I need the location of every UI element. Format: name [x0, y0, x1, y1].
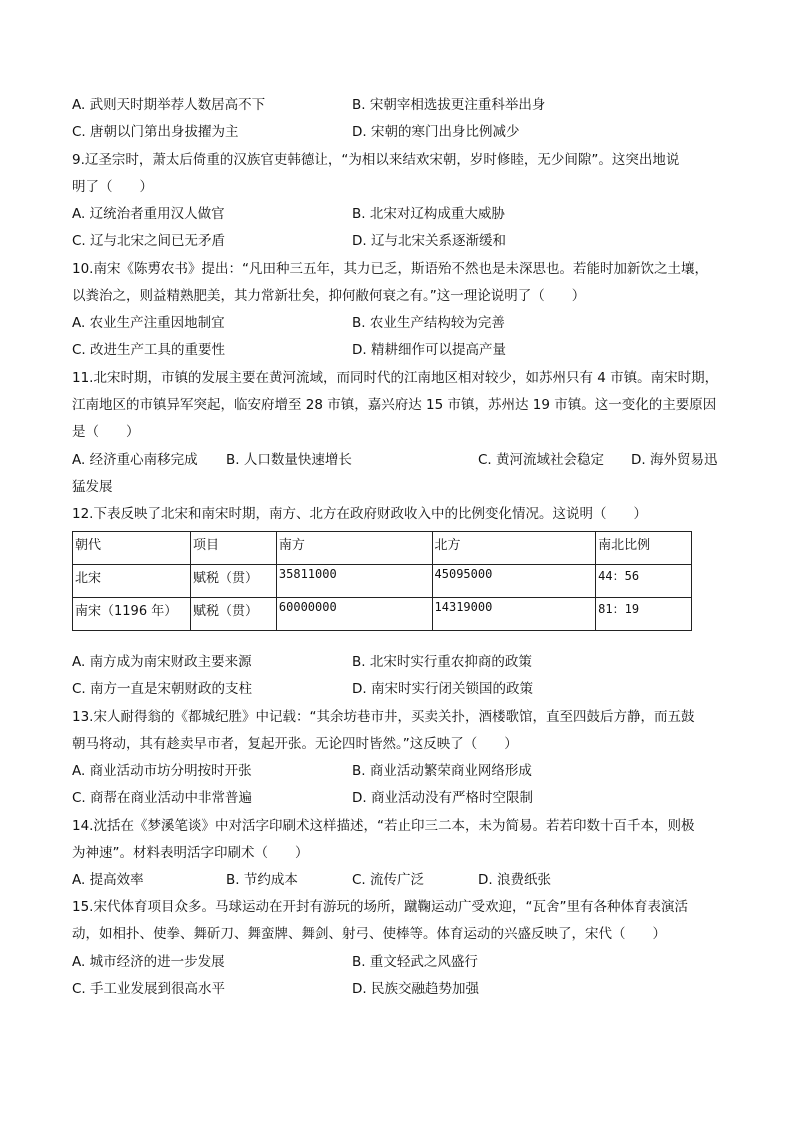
- q11-option-b: B. 人口数量快速增长: [226, 452, 352, 468]
- q11-stem-line-2: 江南地区的市镇异军突起，临安府增至 28 市镇，嘉兴府达 15 市镇，苏州达 19 市镇。这一变化的主要原因: [72, 397, 717, 413]
- q11-option-d: D. 海外贸易迅: [631, 452, 718, 468]
- q14-option-b: B. 节约成本: [226, 872, 298, 888]
- table-header-cell: 南北比例: [596, 532, 692, 565]
- q15-option-a: A. 城市经济的进一步发展: [72, 954, 225, 970]
- q9-stem-line-2: 明了（ ）: [72, 179, 153, 195]
- q14-option-a: A. 提高效率: [72, 872, 144, 888]
- q8-option-a: A. 武则天时期举荐人数居高不下: [72, 97, 266, 113]
- q10-option-d: D. 精耕细作可以提高产量: [352, 342, 506, 358]
- q14-stem-line-2: 为神速”。材料表明活字印刷术（ ）: [72, 845, 309, 861]
- q12-option-c: C. 南方一直是宋朝财政的支柱: [72, 681, 253, 697]
- table-cell: 45095000: [432, 565, 596, 598]
- q10-option-a: A. 农业生产注重因地制宜: [72, 315, 225, 331]
- q13-option-c: C. 商帮在商业活动中非常普遍: [72, 790, 253, 806]
- q11-option-d-continued: 猛发展: [72, 479, 113, 495]
- table-header-row: [73, 532, 692, 565]
- table-cell: 60000000: [276, 598, 432, 631]
- table-cell: 35811000: [276, 565, 432, 598]
- q12-option-b: B. 北宋时实行重农抑商的政策: [352, 654, 532, 670]
- q9-stem-line-1: 9.辽圣宗时，萧太后倚重的汉族官吏韩德让，“为相以来结欢宋朝，岁时修睦，无少间隙”。这突出地说: [72, 152, 680, 168]
- q10-stem-line-2: 以粪治之，则益精熟肥美，其力常新壮矣，抑何敝何衰之有。”这一理论说明了（ ）: [72, 288, 586, 304]
- q13-option-b: B. 商业活动繁荣商业网络形成: [352, 763, 532, 779]
- q10-option-c: C. 改进生产工具的重要性: [72, 342, 226, 358]
- table-cell: 南宋（1196 年）: [73, 598, 191, 631]
- table-cell: 14319000: [432, 598, 596, 631]
- q10-stem-line-1: 10.南宋《陈旉农书》提出：“凡田种三五年，其力已乏，斯语殆不然也是未深思也。若能时加新饮之土壤，: [72, 261, 708, 277]
- q15-option-b: B. 重文轻武之风盛行: [352, 954, 478, 970]
- table-row: [73, 598, 692, 631]
- q9-option-b: B. 北宋对辽构成重大威胁: [352, 206, 505, 222]
- q8-option-b: B. 宋朝宰相选拔更注重科举出身: [352, 97, 546, 113]
- q14-option-d: D. 浪费纸张: [478, 872, 551, 888]
- table-cell: 赋税（贯）: [190, 598, 276, 631]
- q11-stem-line-1: 11.北宋时期，市镇的发展主要在黄河流域，而同时代的江南地区相对较少，如苏州只有 4 市镇。南宋时期，: [72, 370, 719, 386]
- q12-revenue-table: [72, 531, 692, 631]
- table-header-cell: 北方: [432, 532, 596, 565]
- table-header-cell: 项目: [190, 532, 276, 565]
- q14-option-c: C. 流传广泛: [352, 872, 425, 888]
- q10-option-b: B. 农业生产结构较为完善: [352, 315, 505, 331]
- q11-option-c: C. 黄河流域社会稳定: [478, 452, 605, 468]
- q12-stem: 12.下表反映了北宋和南宋时期，南方、北方在政府财政收入中的比例变化情况。这说明（ ）: [72, 506, 647, 522]
- q13-option-d: D. 商业活动没有严格时空限制: [352, 790, 533, 806]
- q15-option-d: D. 民族交融趋势加强: [352, 981, 479, 997]
- q9-option-d: D. 辽与北宋关系逐渐缓和: [352, 233, 506, 249]
- q13-stem-line-2: 朝马将动，其有趁卖早市者，复起开张。无论四时皆然。”这反映了（ ）: [72, 736, 518, 752]
- q15-stem-line-2: 动，如相扑、使拳、舞斫刀、舞蛮牌、舞剑、射弓、使棒等。体育运动的兴盛反映了，宋代（ ）: [72, 926, 666, 942]
- table-cell: 北宋: [73, 565, 191, 598]
- q12-option-a: A. 南方成为南宋财政主要来源: [72, 654, 252, 670]
- q12-option-d: D. 南宋时实行闭关锁国的政策: [352, 681, 533, 697]
- q8-option-c: C. 唐朝以门第出身拔擢为主: [72, 124, 239, 140]
- table-header-cell: 朝代: [73, 532, 191, 565]
- q8-option-d: D. 宋朝的寒门出身比例减少: [352, 124, 520, 140]
- table-header-cell: 南方: [276, 532, 432, 565]
- q11-stem-line-3: 是（ ）: [72, 424, 140, 440]
- q14-stem-line-1: 14.沈括在《梦溪笔谈》中对活字印刷术这样描述，“若止印三二本，未为简易。若若印数十百千本，则极: [72, 818, 695, 834]
- q9-option-c: C. 辽与北宋之间已无矛盾: [72, 233, 226, 249]
- q13-stem-line-1: 13.宋人耐得翁的《都城纪胜》中记载：“其余坊巷市井，买卖关扑，酒楼歌馆，直至四鼓后方静，而五鼓: [72, 709, 695, 725]
- q15-option-c: C. 手工业发展到很高水平: [72, 981, 226, 997]
- table-row: [73, 565, 692, 598]
- q11-option-a: A. 经济重心南移完成: [72, 452, 198, 468]
- table-cell: 赋税（贯）: [190, 565, 276, 598]
- q13-option-a: A. 商业活动市坊分明按时开张: [72, 763, 252, 779]
- q15-stem-line-1: 15.宋代体育项目众多。马球运动在开封有游玩的场所，蹴鞠运动广受欢迎，“瓦舍”里有各种体育表演活: [72, 899, 688, 915]
- q9-option-a: A. 辽统治者重用汉人做官: [72, 206, 225, 222]
- table-cell: 44：56: [596, 565, 692, 598]
- table-cell: 81：19: [596, 598, 692, 631]
